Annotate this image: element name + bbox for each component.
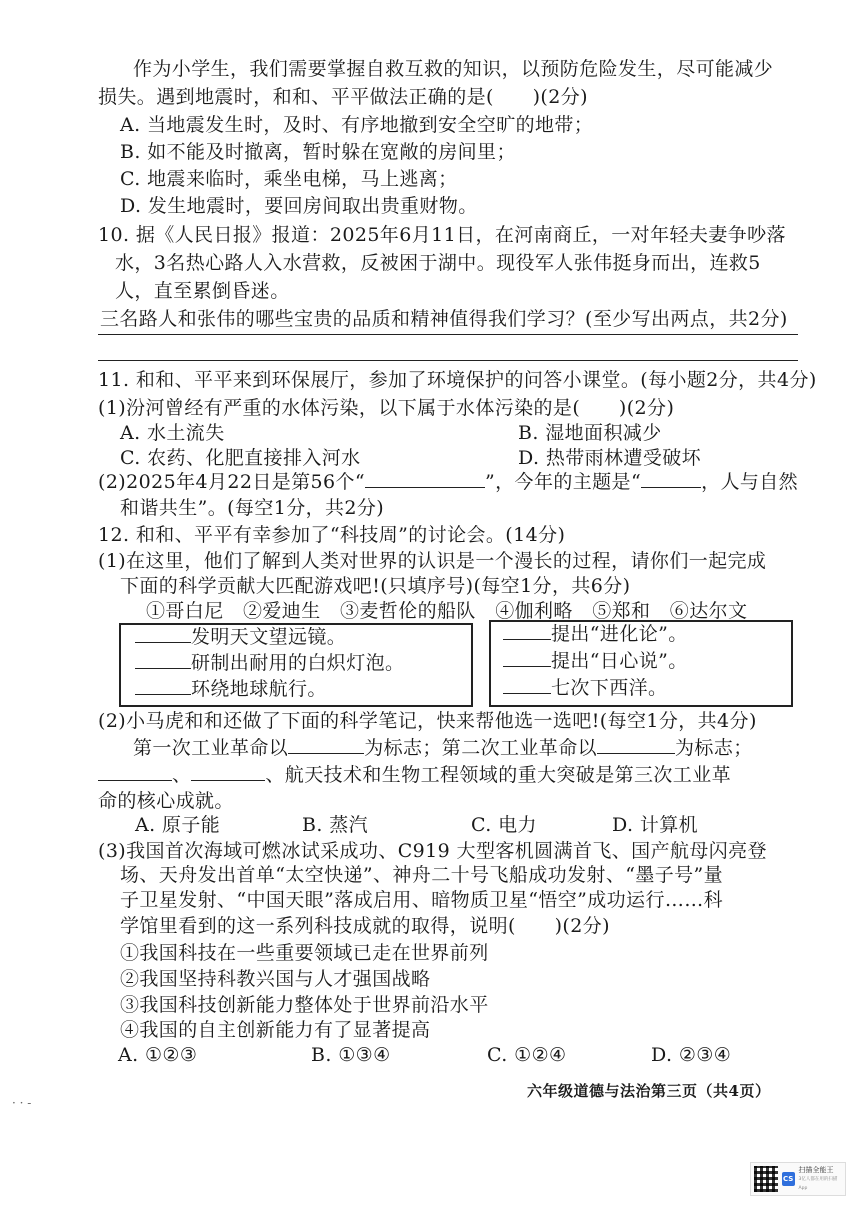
q11-blank-theme[interactable] xyxy=(641,469,701,488)
q12-blank-third-revolution-2[interactable] xyxy=(191,762,265,781)
match-blank[interactable] xyxy=(503,648,551,667)
q9-option-a: A. 当地震发生时，及时、有序地撤到安全空旷的地带； xyxy=(120,114,594,136)
q9-option-d: D. 发生地震时，要回房间取出贵重财物。 xyxy=(120,195,478,217)
match-left-item-3 xyxy=(135,676,327,702)
match-right-text: 提出“日心说”。 xyxy=(551,650,688,672)
match-blank[interactable] xyxy=(135,650,191,669)
q9-intro-line1: 作为小学生，我们需要掌握自救互救的知识，以预防危险发生，尽可能减少 xyxy=(133,58,774,80)
match-left-text: 研制出耐用的白炽灯泡。 xyxy=(191,652,405,674)
q12-sub2-text: 为标志； xyxy=(675,737,753,759)
q9-intro-line2: 损失。遇到地震时，和和、平平做法正确的是( )(2分) xyxy=(98,86,588,108)
q12-sub2-text: 第一次工业革命以 xyxy=(133,737,289,759)
match-left-text: 发明天文望远镜。 xyxy=(191,626,347,648)
watermark-text xyxy=(799,1166,843,1193)
match-right-item-1 xyxy=(503,621,688,647)
q12-sub2-line1: (2)小马虎和和还做了下面的科学笔记，快来帮他选一选吧!(每空1分，共4分) xyxy=(98,710,757,732)
q10-question: 三名路人和张伟的哪些宝贵的品质和精神值得我们学习？(至少写出两点，共2分) xyxy=(100,308,788,330)
q12-blank-second-revolution[interactable] xyxy=(597,735,675,754)
q12-sub2-text: 、航天技术和生物工程领域的重大突破是第三次工业革 xyxy=(265,764,732,786)
q11-sub2-line2: 和谐共生”。(每空1分，共2分) xyxy=(120,497,385,519)
q12-title: 12. 和和、平平有幸参加了“科技周”的讨论会。(14分) xyxy=(98,524,566,546)
q10-answer-line-1 xyxy=(98,334,798,335)
match-left-item-1 xyxy=(135,624,346,650)
q12-statement-4: ④我国的自主创新能力有了显著提高 xyxy=(120,1019,431,1041)
q12-sub2-option-a: A. 原子能 xyxy=(135,814,221,836)
q12-sub2-option-b: B. 蒸汽 xyxy=(302,814,369,836)
q10-answer-line-2 xyxy=(98,360,798,361)
match-left-text: 环绕地球航行。 xyxy=(191,678,327,700)
q12-sub2-option-d: D. 计算机 xyxy=(612,814,699,836)
q11-blank-day-name[interactable] xyxy=(365,469,485,488)
q11-sub2-part-c: ，人与自然 xyxy=(701,471,799,493)
match-right-item-2 xyxy=(503,648,688,674)
q11-sub2-part-b: ”，今年的主题是“ xyxy=(485,471,642,493)
q12-statement-1: ①我国科技在一些重要领域已走在世界前列 xyxy=(120,942,489,964)
q10-line2: 水，3名热心路人入水营救，反被困于湖中。现役军人张伟挺身而出，连救5 xyxy=(115,252,761,274)
q12-sub3-line2: 场、天舟发出首单“太空快递”、神舟二十号飞船成功发射、“墨子号”量 xyxy=(120,864,724,886)
q9-option-c: C. 地震来临时，乘坐电梯，马上逃离； xyxy=(120,168,458,190)
q11-title: 11. 和和、平平来到环保展厅，参加了环境保护的问答小课堂。(每小题2分，共4分) xyxy=(98,369,817,391)
q12-sub3-line1: (3)我国首次海域可燃冰试采成功、C919 大型客机圆满首飞、国产航母闪亮登 xyxy=(98,840,767,862)
match-blank[interactable] xyxy=(503,621,551,640)
q11-option-c: C. 农药、化肥直接排入河水 xyxy=(120,447,361,469)
scan-speck: · · ‑ xyxy=(12,1096,32,1110)
q12-sub3-line3: 子卫星发射、“中国天眼”落成启用、暗物质卫星“悟空”成功运行……科 xyxy=(120,889,724,911)
q12-answer-a: A. ①②③ xyxy=(118,1044,198,1066)
q12-answer-c: C. ①②④ xyxy=(487,1044,567,1066)
q12-sub2-line3 xyxy=(98,762,731,788)
q12-sub2-text: 为标志；第二次工业革命以 xyxy=(364,737,598,759)
watermark-app-name: 扫描全能王 xyxy=(798,1165,834,1174)
q12-sub3-line4: 学馆里看到的这一系列科技成就的取得，说明( )(2分) xyxy=(120,915,610,937)
q12-sub2-option-c: C. 电力 xyxy=(471,814,537,836)
q12-blank-first-revolution[interactable] xyxy=(288,735,364,754)
match-blank[interactable] xyxy=(135,624,191,643)
q12-statement-2: ②我国坚持科教兴国与人才强国战略 xyxy=(120,968,431,990)
match-right-text: 提出“进化论”。 xyxy=(551,623,688,645)
q12-sub2-text: 、 xyxy=(172,764,192,786)
q12-sub2-line4: 命的核心成就。 xyxy=(98,790,234,812)
match-blank[interactable] xyxy=(135,676,191,695)
q11-sub1: (1)汾河曾经有严重的水体污染，以下属于水体污染的是( )(2分) xyxy=(98,397,675,419)
q12-sub1-line1: (1)在这里，他们了解到人类对世界的认识是一个漫长的过程，请你们一起完成 xyxy=(98,550,767,572)
q11-sub2-line1 xyxy=(98,469,798,495)
match-blank[interactable] xyxy=(503,675,551,694)
watermark-subtitle: 3亿人都在用的扫描App xyxy=(798,1176,838,1191)
qr-code-icon xyxy=(754,1166,778,1192)
match-right-item-3 xyxy=(503,675,667,701)
q11-option-a: A. 水土流失 xyxy=(120,422,225,444)
page-footer: 六年级道德与法治第三页（共4页） xyxy=(527,1082,771,1100)
match-left-item-2 xyxy=(135,650,404,676)
q12-answer-b: B. ①③④ xyxy=(311,1044,391,1066)
camscanner-logo-icon: CS xyxy=(782,1172,795,1186)
q12-statement-3: ③我国科技创新能力整体处于世界前沿水平 xyxy=(120,994,489,1016)
q11-option-d: D. 热带雨林遭受破坏 xyxy=(518,447,702,469)
q12-scientist-names: ①哥白尼 ②爱迪生 ③麦哲伦的船队 ④伽利略 ⑤郑和 ⑥达尔文 xyxy=(146,600,748,622)
q10-line1: 10. 据《人民日报》报道：2025年6月11日，在河南商丘，一对年轻夫妻争吵落 xyxy=(98,224,786,246)
match-right-text: 七次下西洋。 xyxy=(551,677,668,699)
q12-answer-d: D. ②③④ xyxy=(651,1044,732,1066)
q12-sub2-line2 xyxy=(133,735,753,761)
q12-blank-third-revolution-1[interactable] xyxy=(98,762,172,781)
q11-option-b: B. 湿地面积减少 xyxy=(518,422,662,444)
scanner-watermark xyxy=(750,1162,846,1196)
q11-sub2-part-a: (2)2025年4月22日是第56个“ xyxy=(98,471,366,493)
q12-sub1-line2: 下面的科学贡献大匹配游戏吧!(只填序号)(每空1分，共6分) xyxy=(120,575,631,597)
q9-option-b: B. 如不能及时撤离，暂时躲在宽敞的房间里； xyxy=(120,141,516,163)
q10-line3: 人，直至累倒昏迷。 xyxy=(115,280,290,302)
